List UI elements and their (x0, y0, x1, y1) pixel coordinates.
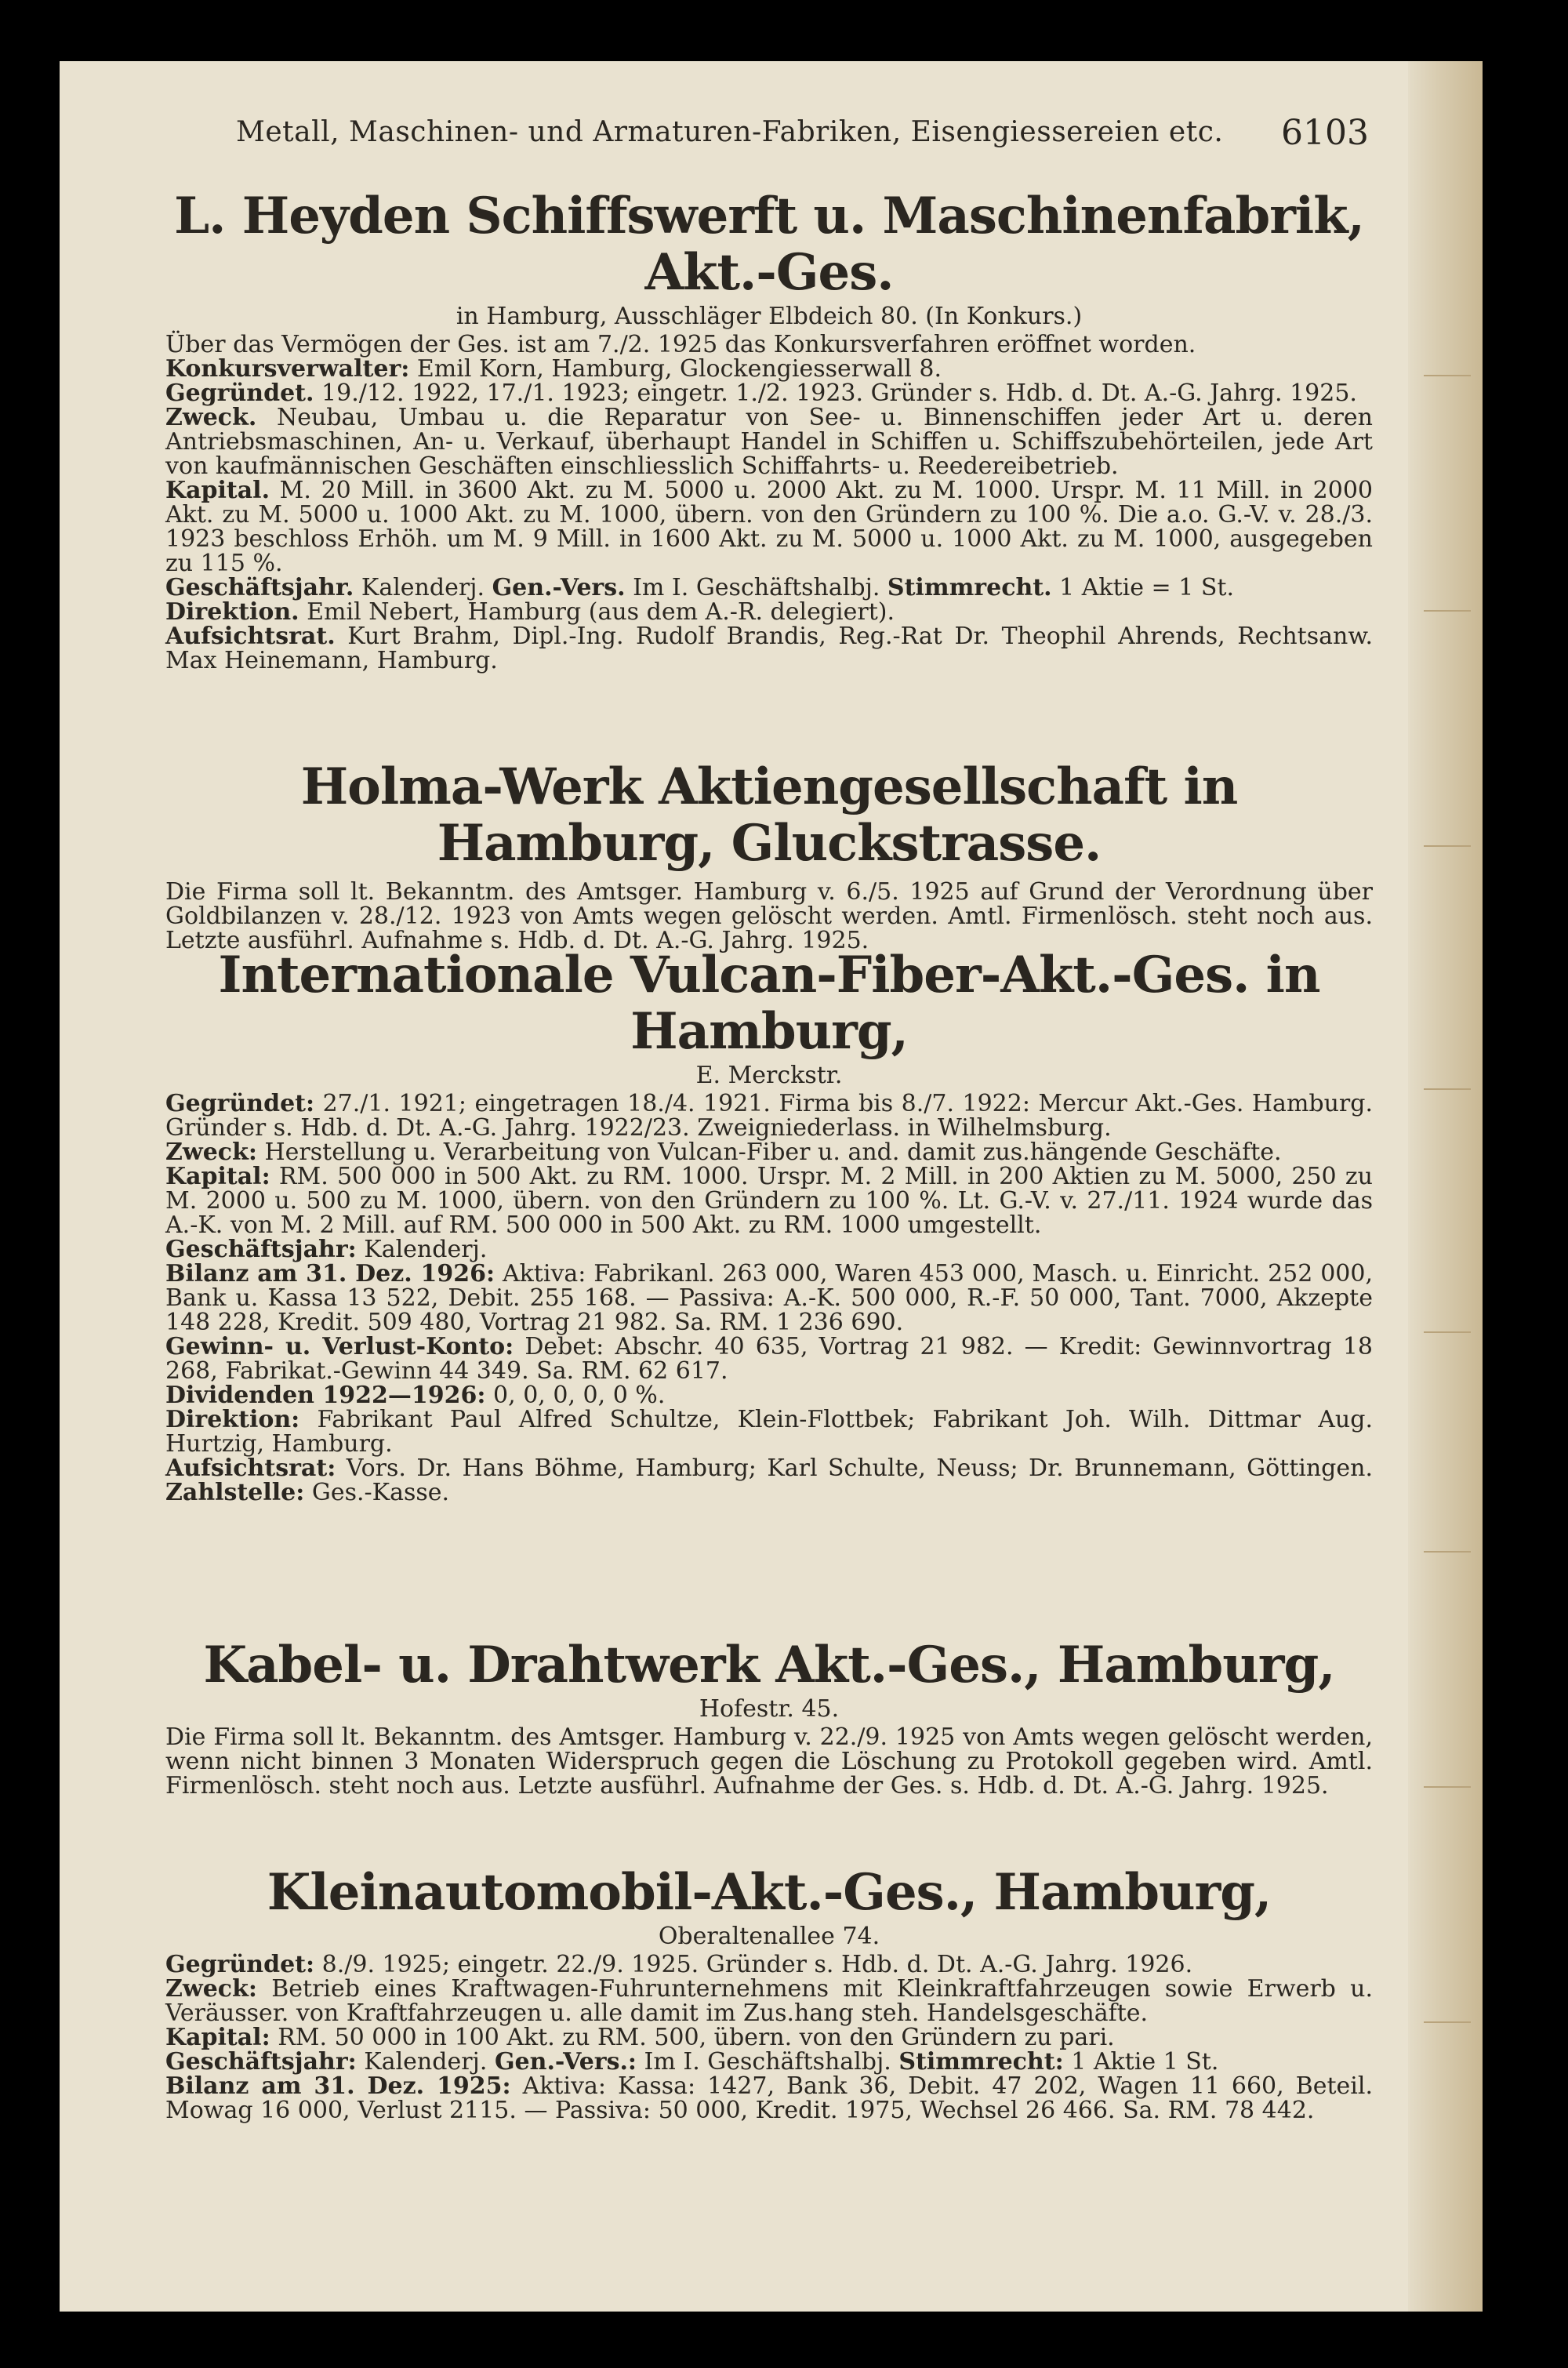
paragraph: Aufsichtsrat: Vors. Dr. Hans Böhme, Hamburg; Karl Schulte, Neuss; Dr. Brunnemann, Göttingen. Zahlstelle: Ges.-Kasse. (165, 1455, 1373, 1506)
entry-kleinautomobil (165, 1865, 1373, 2123)
paragraph: Gegründet: 8./9. 1925; eingetr. 22./9. 1925. Gründer s. Hdb. d. Dt. A.-G. Jahrg. 1926. (165, 1951, 1193, 1978)
book-page (60, 61, 1483, 2312)
paragraph: Geschäftsjahr: Kalenderj. (165, 1236, 488, 1263)
entry-subtitle: Hofestr. 45. (699, 1695, 840, 1723)
paragraph: Direktion: Fabrikant Paul Alfred Schultze, Klein-Flottbek; Fabrikant Joh. Wilh. Dittmar Aug. Hurtzig, Hamburg. (165, 1406, 1373, 1458)
paragraph: Die Firma soll lt. Bekanntm. des Amtsger. Hamburg v. 22./9. 1925 von Amts wegen gelöscht werden, wenn nicht binnen 3 Monaten Widerspruch gegen die Löschung zu Protokoll gegeben wird. Amtl. Firmenlösch. steht noch aus. Letzte ausführl. Aufnahme der Ges. s. Hdb. d. Dt. A.-G. Jahrg. 1925. (165, 1723, 1373, 1800)
paragraph: Kapital: RM. 500 000 in 500 Akt. zu RM. 1000. Urspr. M. 2 Mill. in 200 Aktien zu M. 5000, 250 zu M. 2000 u. 500 zu M. 1000, übern. von den Gründern zu 100 %. Lt. G.-V. v. 27./11. 1924 wurde das A.-K. von M. 2 Mill. auf RM. 500 000 in 500 Akt. zu RM. 1000 umgestellt. (165, 1163, 1373, 1239)
running-title: Metall, Maschinen- und Armaturen-Fabriken, Eisengiessereien etc. (236, 116, 1224, 148)
entry-title: L. Heyden Schiffswerft u. Maschinenfabrik, Akt.-Ges. (174, 187, 1364, 302)
paragraph: Konkursverwalter: Emil Korn, Hamburg, Glockengiesserwall 8. (165, 355, 942, 383)
paragraph: Gewinn- u. Verlust-Konto: Debet: Abschr. 40 635, Vortrag 21 982. — Kredit: Gewinnvortrag 18 268, Fabrikat.-Gewinn 44 349. Sa. RM. 62 617. (165, 1333, 1373, 1385)
entry-subtitle: E. Merckstr. (695, 1062, 843, 1089)
paragraph: Kapital. M. 20 Mill. in 3600 Akt. zu M. 5000 u. 2000 Akt. zu M. 1000. Urspr. M. 11 Mill. in 2000 Akt. zu M. 5000 u. 1000 Akt. zu M. 1000, übern. von den Gründern zu 100 %. Die a.o. G.-V. v. 28./3. 1923 beschloss Erhöh. um M. 9 Mill. in 1600 Akt. zu M. 5000 u. 1000 Akt. zu M. 1000, ausgegeben zu 115 %. (165, 477, 1373, 577)
paragraph: Zweck: Herstellung u. Verarbeitung von Vulcan-Fiber u. and. damit zus.hängende Geschäfte. (165, 1139, 1282, 1166)
entry-title: Holma-Werk Aktiengesellschaft in Hamburg, Gluckstrasse. (300, 757, 1238, 873)
running-head (60, 113, 1369, 155)
paragraph: Zweck. Neubau, Umbau u. die Reparatur von See- u. Binnenschiffen jeder Art u. deren Antriebsmaschinen, An- u. Verkauf, überhaupt Handel in Schiffen u. Schiffszubehörteilen, jede Art von kaufmännischen Geschäften einschliesslich Schiffahrts- u. Reedereibetrieb. (165, 404, 1373, 480)
page-number: 6103 (1281, 113, 1369, 153)
paragraph: Direktion. Emil Nebert, Hamburg (aus dem A.-R. delegiert). (165, 598, 895, 626)
entry-kabel (165, 1637, 1373, 1798)
paragraph: Gegründet. 19./12. 1922, 17./1. 1923; eingetr. 1./2. 1923. Gründer s. Hdb. d. Dt. A.-G. Jahrg. 1925. (165, 380, 1357, 407)
paragraph: Dividenden 1922—1926: 0, 0, 0, 0, 0 %. (165, 1382, 666, 1409)
paragraph: Bilanz am 31. Dez. 1926: Aktiva: Fabrikanl. 263 000, Waren 453 000, Masch. u. Einricht. 252 000, Bank u. Kassa 13 522, Debit. 255 168. — Passiva: A.-K. 500 000, R.-F. 50 000, Tant. 7000, Akzepte 148 228, Kredit. 509 480, Vortrag 21 982. Sa. RM. 1 236 690. (165, 1260, 1373, 1336)
entry-heyden (165, 188, 1373, 673)
entry-subtitle: in Hamburg, Ausschläger Elbdeich 80. (In Konkurs.) (456, 303, 1083, 330)
page-edge (1408, 61, 1483, 2312)
paragraph: Bilanz am 31. Dez. 1925: Aktiva: Kassa: 1427, Bank 36, Debit. 47 202, Wagen 11 660, Beteil. Mowag 16 000, Verlust 2115. — Passiva: 50 000, Kredit. 1975, Wechsel 26 466. Sa. RM. 78 442. (165, 2072, 1373, 2124)
paragraph: Aufsichtsrat. Kurt Brahm, Dipl.-Ing. Rudolf Brandis, Reg.-Rat Dr. Theophil Ahrends, Rechtsanw. Max Heinemann, Hamburg. (165, 623, 1373, 674)
entry-title: Kleinautomobil-Akt.-Ges., Hamburg, (267, 1863, 1272, 1922)
paragraph: Zweck: Betrieb eines Kraftwagen-Fuhrunternehmens mit Kleinkraftfahrzeugen sowie Erwerb u. Veräusser. von Kraftfahrzeugen u. alle damit im Zus.hang steh. Handelsgeschäfte. (165, 1975, 1373, 2027)
entry-subtitle: Oberaltenallee 74. (658, 1923, 880, 1950)
entry-title: Kabel- u. Drahtwerk Akt.-Ges., Hamburg, (203, 1636, 1335, 1694)
entry-holma (165, 759, 1373, 953)
entry-vulcan (165, 947, 1373, 1505)
paragraph: Gegründet: 27./1. 1921; eingetragen 18./4. 1921. Firma bis 8./7. 1922: Mercur Akt.-Ges. Hamburg. Gründer s. Hdb. d. Dt. A.-G. Jahrg. 1922/23. Zweigniederlass. in Wilhelmsburg. (165, 1090, 1373, 1142)
paragraph: Über das Vermögen der Ges. ist am 7./2. 1925 das Konkursverfahren eröffnet worden. (165, 331, 1196, 358)
paragraph: Geschäftsjahr. Kalenderj. Gen.-Vers. Im I. Geschäftshalbj. Stimmrecht. 1 Aktie = 1 St. (165, 574, 1234, 601)
paragraph: Die Firma soll lt. Bekanntm. des Amtsger. Hamburg v. 6./5. 1925 auf Grund der Verordnung über Goldbilanzen v. 28./12. 1923 von Amts wegen gelöscht werden. Amtl. Firmenlösch. steht noch aus. Letzte ausführl. Aufnahme s. Hdb. d. Dt. A.-G. Jahrg. 1925. (165, 878, 1373, 954)
paragraph: Kapital: RM. 50 000 in 100 Akt. zu RM. 500, übern. von den Gründern zu pari. (165, 2024, 1115, 2051)
paragraph: Geschäftsjahr: Kalenderj. Gen.-Vers.: Im I. Geschäftshalbj. Stimmrecht: 1 Aktie 1 St. (165, 2048, 1219, 2076)
entry-title: Internationale Vulcan-Fiber-Akt.-Ges. in Hamburg, (218, 946, 1320, 1061)
